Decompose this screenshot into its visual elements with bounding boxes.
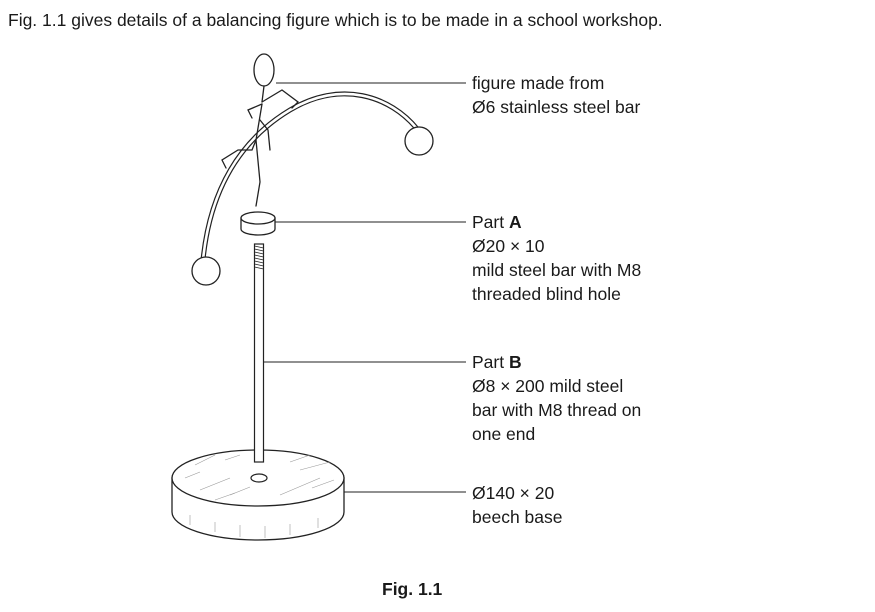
part-a-cylinder (241, 212, 275, 235)
label-part-b-line4: one end (472, 424, 536, 444)
label-part-a-line2: Ø20 × 10 (472, 236, 545, 256)
label-part-a-title (472, 210, 641, 234)
part-b-rod (255, 244, 264, 462)
label-part-a-letter: A (508, 212, 522, 232)
intro-text: Fig. 1.1 gives details of a balancing figure which is to be made in a school workshop. (8, 10, 663, 30)
label-base (472, 481, 563, 529)
label-part-b-letter: B (508, 352, 522, 372)
left-weight (192, 257, 220, 285)
label-figure-line2: Ø6 stainless steel bar (472, 97, 641, 117)
figure-caption: Fig. 1.1 (382, 579, 443, 599)
label-part-a-prefix: Part (472, 212, 509, 232)
label-part-b (472, 350, 641, 446)
beech-base (172, 450, 344, 540)
label-part-a (472, 210, 641, 306)
label-base-line1: Ø140 × 20 (472, 483, 555, 503)
label-part-a-line4: threaded blind hole (472, 284, 621, 304)
label-part-b-prefix: Part (472, 352, 509, 372)
label-base-line2: beech base (472, 507, 563, 527)
label-part-a-line3: mild steel bar with M8 (472, 260, 642, 280)
right-weight (405, 127, 433, 155)
label-figure (472, 71, 640, 119)
label-part-b-line2: Ø8 × 200 mild steel (472, 376, 624, 396)
label-part-b-title (472, 350, 641, 374)
label-part-b-line3: bar with M8 thread on (472, 400, 642, 420)
label-figure-line1: figure made from (472, 73, 605, 93)
steel-figure (192, 54, 433, 285)
base-hole (251, 474, 267, 482)
